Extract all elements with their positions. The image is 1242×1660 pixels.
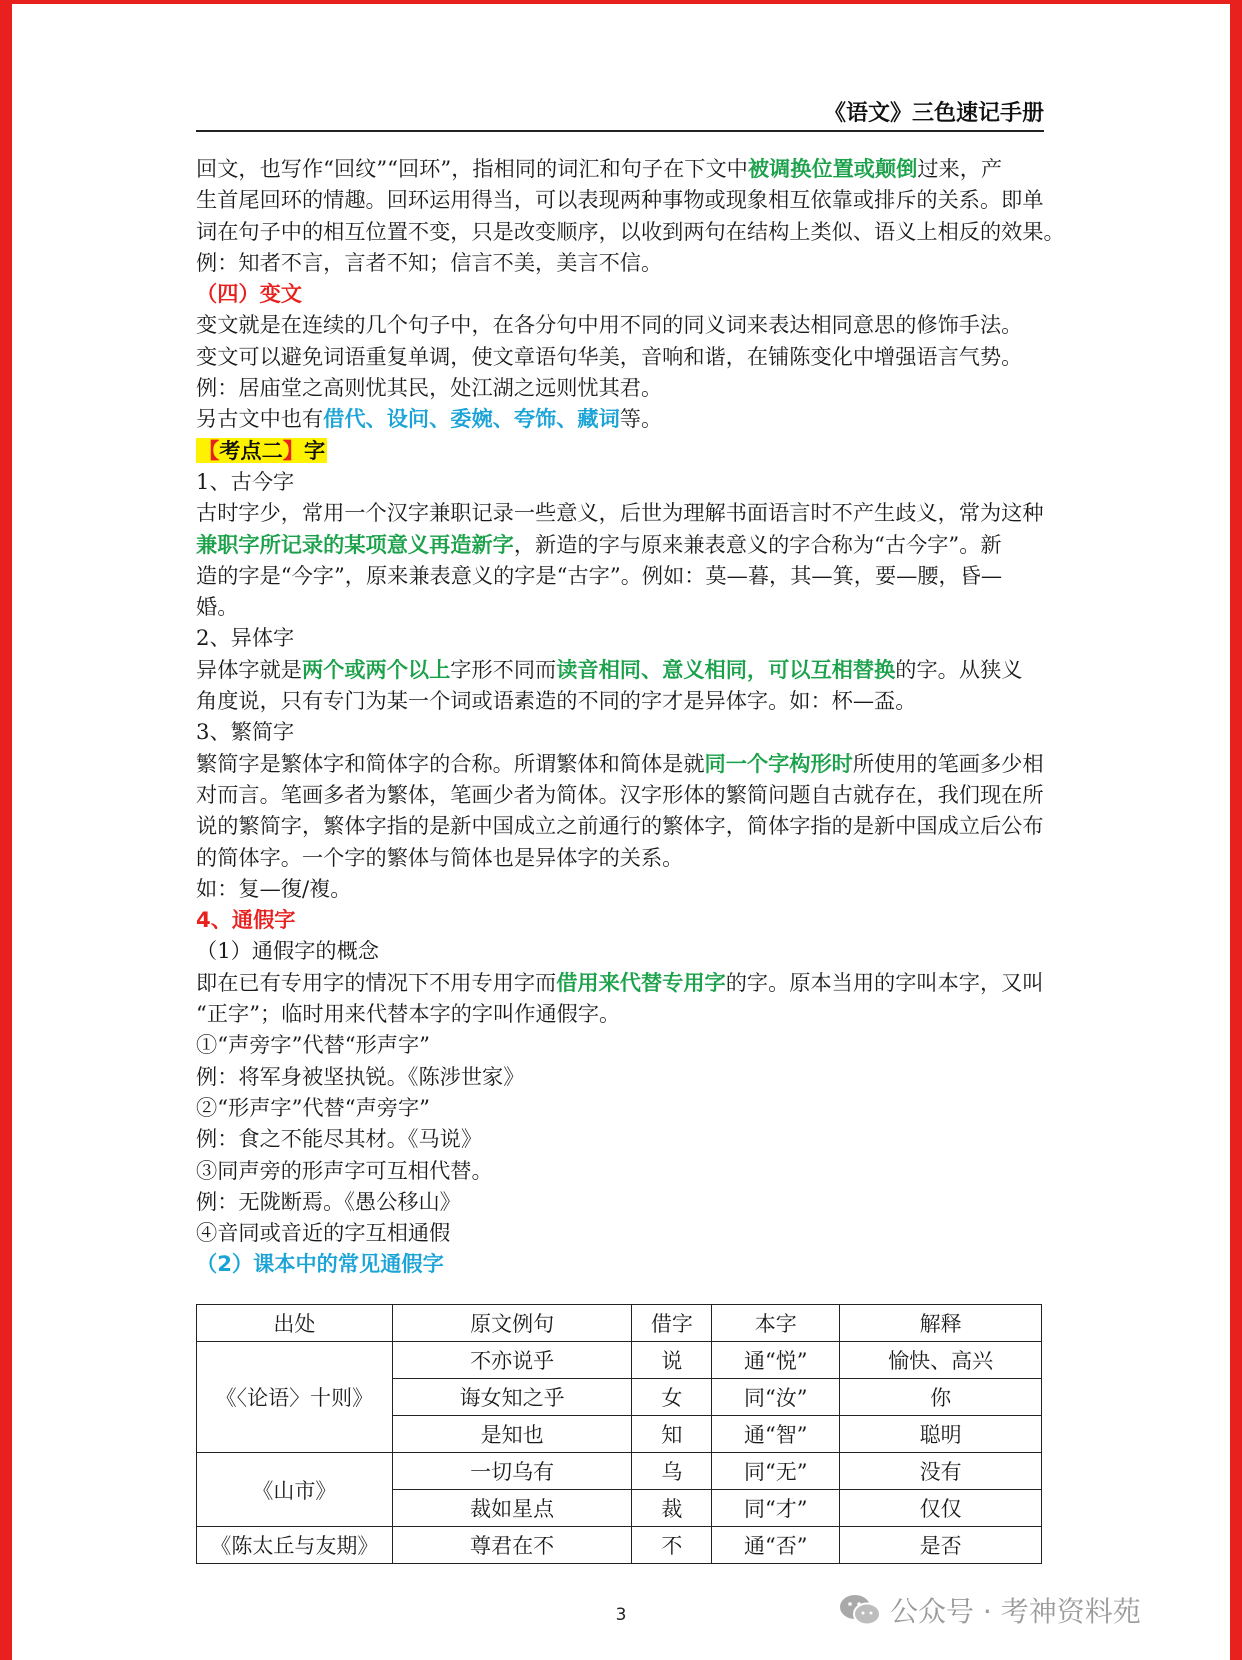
table-cell: 同“汝” xyxy=(712,1379,840,1416)
table-cell: 一切乌有 xyxy=(392,1453,632,1490)
paragraph-line: 对而言。笔画多者为繁体，笔画少者为简体。汉字形体的繁简问题自古就存在，我们现在所 xyxy=(196,781,1044,807)
table-row xyxy=(197,1342,1042,1379)
table-cell: 没有 xyxy=(840,1453,1042,1490)
header-divider xyxy=(196,130,1044,132)
table-cell: 尊君在不 xyxy=(392,1527,632,1564)
table-cell: 聪明 xyxy=(840,1416,1042,1453)
table-header-row xyxy=(197,1305,1042,1342)
point-line: ①“声旁字”代替“形声字” xyxy=(196,1032,431,1058)
sub-heading-table: （2）课本中的常见通假字 xyxy=(196,1251,444,1277)
table-header-cell: 本字 xyxy=(712,1305,840,1342)
tongjia-table xyxy=(196,1304,1042,1564)
paragraph-line: 角度说，只有专门为某一个词或语素造的不同的字才是异体字。如：杯—盃。 xyxy=(196,688,917,714)
paragraph-line: 即在已有专用字的情况下不用专用字而借用来代替专用字的字。原本当用的字叫本字，又叫 xyxy=(196,969,1044,995)
paragraph-line: “正字”；临时用来代替本字的字叫作通假字。 xyxy=(196,1001,621,1027)
subsection-heading-fanjian: 3、繁简字 xyxy=(196,719,295,745)
example-line: 例：将军身被坚执锐。《陈涉世家》 xyxy=(196,1063,525,1089)
paragraph-line: 兼职字所记录的某项意义再造新字，新造的字与原来兼表意义的字合称为“古今字”。新 xyxy=(196,531,1002,557)
highlight-blue: 借代、设问、委婉、夸饰、藏词 xyxy=(323,406,620,432)
table-cell: 通“悦” xyxy=(712,1342,840,1379)
point-line: ②“形声字”代替“声旁字” xyxy=(196,1094,431,1120)
table-row xyxy=(197,1527,1042,1564)
paragraph-line: 词在句子中的相互位置不变，只是改变顺序，以收到两句在结构上类似、语义上相反的效果。 xyxy=(196,218,1065,244)
sub-heading: （1）通假字的概念 xyxy=(196,938,379,964)
page-number: 3 xyxy=(615,1605,627,1625)
example-line: 例：知者不言，言者不知；信言不美，美言不信。 xyxy=(196,249,663,275)
table-cell: 乌 xyxy=(632,1453,712,1490)
table-header-cell: 解释 xyxy=(840,1305,1042,1342)
subsection-heading-yiti: 2、异体字 xyxy=(196,625,295,651)
table-source-cell: 《〈论语〉十则》 xyxy=(197,1342,393,1453)
table-cell: 不 xyxy=(632,1527,712,1564)
watermark xyxy=(838,1590,1141,1630)
page-frame-top xyxy=(0,0,1242,4)
table-header-cell: 原文例句 xyxy=(392,1305,632,1342)
table-cell: 女 xyxy=(632,1379,712,1416)
table-source-cell: 《山市》 xyxy=(197,1453,393,1527)
wechat-icon xyxy=(838,1592,882,1628)
example-line: 例：居庙堂之高则忧其民，处江湖之远则忧其君。 xyxy=(196,375,663,401)
table-cell: 愉快、高兴 xyxy=(840,1342,1042,1379)
section-heading-bianwen: （四）变文 xyxy=(196,281,302,307)
watermark-text: 公众号 · 考神资料苑 xyxy=(890,1595,1141,1628)
table-row xyxy=(197,1453,1042,1490)
table-cell: 裁如星点 xyxy=(392,1490,632,1527)
table-cell: 知 xyxy=(632,1416,712,1453)
table-cell: 同“无” xyxy=(712,1453,840,1490)
table-cell: 同“才” xyxy=(712,1490,840,1527)
highlight-green: 兼职字所记录的某项意义再造新字 xyxy=(196,531,514,557)
page-frame-right xyxy=(1230,0,1242,1660)
page-frame-left xyxy=(0,0,12,1660)
point-line: ④音同或音近的字互相通假 xyxy=(196,1220,451,1246)
table-cell: 你 xyxy=(840,1379,1042,1416)
paragraph-line: 繁简字是繁体字和简体字的合称。所谓繁体和简体是就同一个字构形时所使用的笔画多少相 xyxy=(196,750,1044,776)
paragraph-line: 回文，也写作“回纹”“回环”，指相同的词汇和句子在下文中被调换位置或颠倒过来，产 xyxy=(196,156,1003,181)
table-header-cell: 借字 xyxy=(632,1305,712,1342)
paragraph-line: 另古文中也有借代、设问、委婉、夸饰、藏词等。 xyxy=(196,406,663,432)
paragraph-line: 变文可以避免词语重复单调，使文章语句华美，音响和谐，在铺陈变化中增强语言气势。 xyxy=(196,343,1023,369)
kaodian-heading: 【考点二】字 xyxy=(198,437,326,463)
example-line: 例：食之不能尽其材。《马说》 xyxy=(196,1126,483,1152)
paragraph-line: 变文就是在连续的几个句子中，在各分句中用不同的同义词来表达相同意思的修饰手法。 xyxy=(196,312,1023,338)
point-line: ③同声旁的形声字可互相代替。 xyxy=(196,1157,493,1183)
table-cell: 是知也 xyxy=(392,1416,632,1453)
table-cell: 通“智” xyxy=(712,1416,840,1453)
table-header-cell: 出处 xyxy=(197,1305,393,1342)
paragraph-line: 的简体字。一个字的繁体与简体也是异体字的关系。 xyxy=(196,844,684,870)
table-cell: 裁 xyxy=(632,1490,712,1527)
table-cell: 通“否” xyxy=(712,1527,840,1564)
page-body xyxy=(196,153,1065,1280)
table-cell: 是否 xyxy=(840,1527,1042,1564)
paragraph-line: 造的字是“今字”，原来兼表意义的字是“古字”。例如：莫—暮，其—箕，要—腰，昏— xyxy=(196,562,1003,588)
example-line: 如：复—復/複。 xyxy=(196,875,352,901)
table-source-cell: 《陈太丘与友期》 xyxy=(197,1527,393,1564)
example-line: 例：无陇断焉。《愚公移山》 xyxy=(196,1188,461,1214)
table-cell: 仅仅 xyxy=(840,1490,1042,1527)
table-cell: 诲女知之乎 xyxy=(392,1379,632,1416)
page-header-title: 《语文》三色速记手册 xyxy=(823,101,1044,126)
highlight-green: 被调换位置或颠倒 xyxy=(747,156,918,181)
subsection-heading-tongjia: 4、通假字 xyxy=(196,907,296,933)
paragraph-line: 古时字少，常用一个汉字兼职记录一些意义，后世为理解书面语言时不产生歧义，常为这种 xyxy=(196,500,1044,526)
highlight-green: 同一个字构形时 xyxy=(704,750,853,776)
table-cell: 说 xyxy=(632,1342,712,1379)
subsection-heading-guzhu: 1、古今字 xyxy=(196,468,295,494)
paragraph-line: 异体字就是两个或两个以上字形不同而读音相同、意义相同，可以互相替换的字。从狭义 xyxy=(196,656,1023,682)
highlight-green: 借用来代替专用字 xyxy=(556,969,726,995)
paragraph-line: 说的繁简字，繁体字指的是新中国成立之前通行的繁体字，简体字指的是新中国成立后公布 xyxy=(196,813,1044,839)
paragraph-line: 婚。 xyxy=(196,594,239,620)
highlight-green: 两个或两个以上 xyxy=(301,656,451,682)
paragraph-line: 生首尾回环的情趣。回环运用得当，可以表现两种事物或现象相互依靠或排斥的关系。即单 xyxy=(196,187,1044,213)
highlight-green: 读音相同、意义相同，可以互相替换 xyxy=(556,656,896,682)
table-cell: 不亦说乎 xyxy=(392,1342,632,1379)
